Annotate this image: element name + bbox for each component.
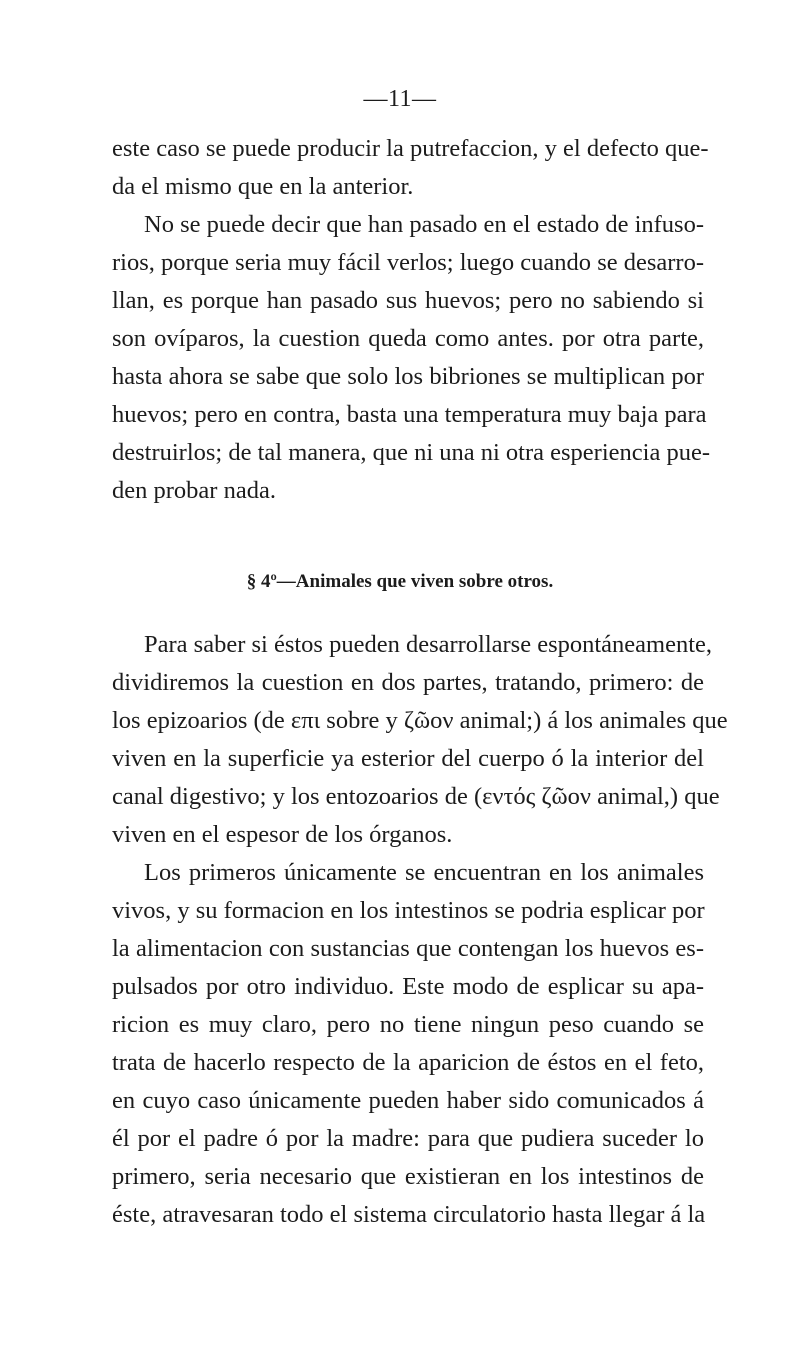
section-heading: § 4º—Animales que viven sobre otros. — [246, 571, 554, 592]
text-line: destruirlos; de tal manera, que ni una ni otra esperiencia pue- — [112, 439, 710, 466]
text-line: este caso se puede producir la putrefaccion, y el defecto que- — [112, 135, 709, 162]
text-line: huevos; pero en contra, basta una temperatura muy baja para — [112, 401, 707, 428]
text-line: son ovíparos, la cuestion queda como antes. por otra parte, — [112, 325, 704, 352]
text-line: dividiremos la cuestion en dos partes, tratando, primero: de — [112, 669, 704, 696]
text-line: los epizoarios (de επι sobre y ζῶον animal;) á los animales que — [112, 707, 728, 734]
text-line: trata de hacerlo respecto de la aparicion de éstos en el feto, — [112, 1049, 704, 1076]
text-line: viven en el espesor de los órganos. — [112, 821, 453, 848]
text-block-top — [112, 130, 710, 510]
text-line: llan, es porque han pasado sus huevos; pero no sabiendo si — [112, 287, 704, 314]
text-line: hasta ahora se sabe que solo los bibriones se multiplican por — [112, 363, 704, 390]
text-line: ricion es muy claro, pero no tiene ningun peso cuando se — [112, 1011, 704, 1038]
text-line: él por el padre ó por la madre: para que pudiera suceder lo — [112, 1125, 704, 1152]
text-line: canal digestivo; y los entozoarios de (εντός ζῶον animal,) que — [112, 783, 720, 810]
text-line: rios, porque seria muy fácil verlos; luego cuando se desarro- — [112, 249, 704, 276]
text-line: primero, seria necesario que existieran en los intestinos de — [112, 1163, 704, 1190]
text-line: viven en la superficie ya esterior del cuerpo ó la interior del — [112, 745, 704, 772]
text-block-bottom — [112, 626, 728, 1234]
text-line: vivos, y su formacion en los intestinos se podria esplicar por — [112, 897, 705, 924]
text-line: éste, atravesaran todo el sistema circulatorio hasta llegar á la — [112, 1201, 706, 1228]
text-line: en cuyo caso únicamente pueden haber sido comunicados á — [112, 1087, 704, 1114]
page-number: —11— — [363, 86, 437, 112]
text-line: la alimentacion con sustancias que contengan los huevos es- — [112, 935, 704, 962]
text-line: da el mismo que en la anterior. — [112, 173, 414, 200]
text-line: pulsados por otro individuo. Este modo de esplicar su apa- — [112, 973, 704, 1000]
text-line: Los primeros únicamente se encuentran en los animales — [144, 859, 704, 886]
text-line: Para saber si éstos pueden desarrollarse espontáneamente, — [144, 631, 713, 658]
text-line: No se puede decir que han pasado en el estado de infuso- — [144, 211, 704, 238]
text-line: den probar nada. — [112, 477, 276, 504]
